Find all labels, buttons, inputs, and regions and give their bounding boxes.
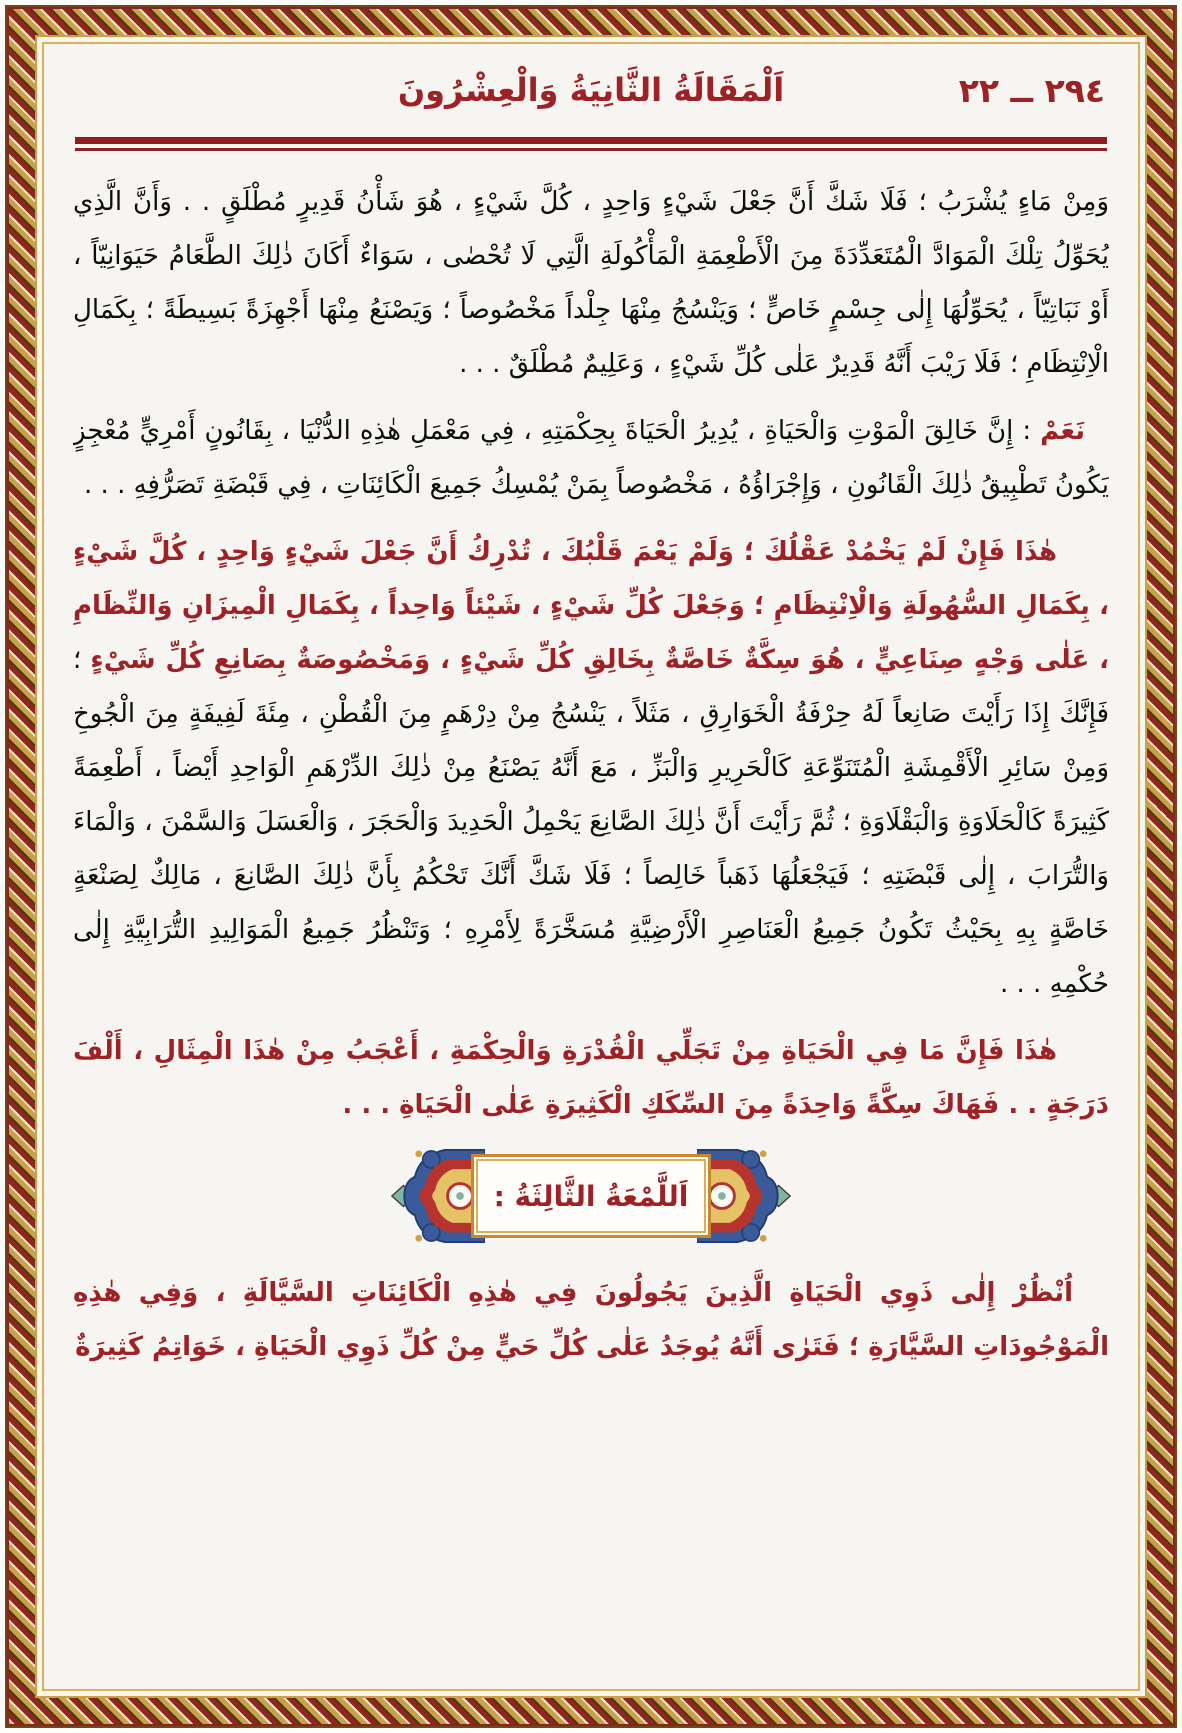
paragraph-3-black-text: ؛ فَإِنَّكَ إِذَا رَأَيْتَ صَانِعاً لَهُ حِرْفَةُ الْخَوَارِقِ ، مَثَلاً ، يَنْسُجُ مِنْ دِرْهَمٍ مِنَ الْقُطْنِ ، مِئَةَ لَفِيفَةٍ مِنَ الْجُوخِ وَمِنْ سَائِرِ الْأَقْمِشَةِ الْمُتَنَوِّعَةِ كَالْحَرِيرِ وَالْبَزِّ ، مَعَ أَنَّهُ يَصْنَعُ مِنْ ذٰلِكَ الدِّرْهَمِ الْوَاحِدِ أَيْضاً ، أَطْعِمَةً كَثِيرَةً كَالْحَلَاوَةِ وَالْبَقْلَاوَةِ ؛ ثُمَّ رَأَيْتَ أَنَّ ذٰلِكَ الصَّانِعَ يَحْمِلُ الْحَدِيدَ وَالْحَجَرَ ، وَالْعَسَلَ وَالسَّمْنَ ، وَالْمَاءَ وَالتُّرَابَ ، إِلٰى قَبْضَتِهِ ؛ فَيَجْعَلُهَا ذَهَباً خَالِصاً ؛ فَلَا شَكَّ أَنَّكَ تَحْكُمُ بِأَنَّ ذٰلِكَ الصَّانِعَ ، مَالِكٌ لِصَنْعَةٍ خَاصَّةٍ بِهِ بِحَيْثُ تَكُونُ جَمِيعُ الْعَنَاصِرِ الْأَرْضِيَّةِ مُسَخَّرَةً لِأَمْرِهِ ؛ وَتَنْظُرُ جَمِيعُ الْمَوَالِيدِ التُّرَابِيَّةِ إِلٰى حُكْمِهِ . . . (73, 645, 1109, 999)
paragraph-4 (73, 1024, 1109, 1132)
decorative-border-frame (5, 5, 1177, 1728)
paragraph-5-text: اُنْظُرْ إِلٰى ذَوِي الْحَيَاةِ الَّذِينَ يَجُولُونَ فِي هٰذِهِ الْكَائِنَاتِ السَّيَّالَةِ ، وَفِي هٰذِهِ الْمَوْجُودَاتِ السَّيَّارَةِ ؛ فَتَرٰى أَنَّهُ يُوجَدُ عَلٰى كُلِّ حَيٍّ مِنْ كُلِّ ذَوِي الْحَيَاةِ ، خَوَاتِمُ كَثِيرَةٌ (73, 1278, 1109, 1362)
paragraph-5 (73, 1266, 1109, 1374)
section-heading-label: اَللَّمْعَةُ الثَّالِثَةُ : (493, 1179, 689, 1213)
paragraph-1 (73, 175, 1109, 391)
page-surface (35, 35, 1147, 1698)
paragraph-2-text: : إِنَّ خَالِقَ الْمَوْتِ وَالْحَيَاةِ ، يُدِيرُ الْحَيَاةَ بِحِكْمَتِهِ ، فِي مَعْمَلِ هٰذِهِ الدُّنْيَا ، بِقَانُونٍ أَمْرِيٍّ مُعْجِزٍ يَكُونُ تَطْبِيقُ ذٰلِكَ الْقَانُونِ ، وَإِجْرَاؤُهُ ، مَخْصُوصاً بِمَنْ يُمْسِكُ جَمِيعَ الْكَائِنَاتِ ، فِي قَبْضَةِ تَصَرُّفِهِ . . . (73, 416, 1109, 500)
paragraph-1-text: وَمِنْ مَاءٍ يُشْرَبُ ؛ فَلَا شَكَّ أَنَّ جَعْلَ شَيْءٍ وَاحِدٍ ، كُلَّ شَيْءٍ ، هُوَ شَأْنُ قَدِيرٍ مُطْلَقٍ . . وَأَنَّ الَّذِي يُحَوِّلُ تِلْكَ الْمَوَادَّ الْمُتَعَدِّدَةَ مِنَ الْأَطْعِمَةِ الْمَأْكُولَةِ الَّتِي لَا تُحْصٰى ، سَوَاءٌ أَكَانَ ذٰلِكَ الطَّعَامُ حَيَوَانِيّاً ، أَوْ نَبَاتِيّاً ، يُحَوِّلُهَا إِلٰى جِسْمٍ خَاصٍّ ؛ وَيَنْسُجُ مِنْهَا جِلْداً مَخْصُوصاً ؛ وَيَصْنَعُ مِنْهَا أَجْهِزَةً بَسِيطَةً ؛ بِكَمَالِ الْاِنْتِظَامِ ؛ فَلَا رَيْبَ أَنَّهُ قَدِيرٌ عَلٰى كُلِّ شَيْءٍ ، وَعَلِيمٌ مُطْلَقٌ . . . (73, 187, 1109, 379)
paragraph-2 (73, 404, 1109, 512)
paragraph-3 (73, 525, 1109, 1011)
arabesque-palmette-icon (697, 1148, 793, 1244)
page-title: اَلْمَقَالَةُ الثَّانِيَةُ وَالْعِشْرُونَ (397, 71, 785, 109)
paragraph-3-red-text: هٰذَا فَإِنْ لَمْ يَخْمُدْ عَقْلُكَ ؛ وَلَمْ يَعْمَ قَلْبُكَ ، تُدْرِكُ أَنَّ جَعْلَ شَيْءٍ وَاحِدٍ ، كُلَّ شَيْءٍ ، بِكَمَالِ السُّهُولَةِ وَالْاِنْتِظَامِ ؛ وَجَعْلَ كُلِّ شَيْءٍ ، شَيْئاً وَاحِداً ، بِكَمَالِ الْمِيزَانِ وَالنِّظَامِ ، عَلٰى وَجْهٍ صِنَاعِيٍّ ، هُوَ سِكَّةٌ خَاصَّةٌ بِخَالِقِ كُلِّ شَيْءٍ ، وَمَخْصُوصَةٌ بِصَانِعِ كُلِّ شَيْءٍ (73, 537, 1109, 675)
paragraph-2-lead-word: نَعَمْ (1040, 416, 1085, 446)
section-heading-ornament (389, 1146, 793, 1246)
page-number: ٢٩٤ ــ ٢٢ (958, 71, 1105, 110)
section-heading-cartouche (471, 1154, 711, 1238)
header-divider (75, 137, 1107, 151)
page-content (73, 47, 1109, 1684)
paragraph-4-text: هٰذَا فَإِنَّ مَا فِي الْحَيَاةِ مِنْ تَجَلِّي الْقُدْرَةِ وَالْحِكْمَةِ ، أَعْجَبُ مِنْ هٰذَا الْمِثَالِ ، أَلْفَ دَرَجَةٍ . . فَهَاكَ سِكَّةً وَاحِدَةً مِنَ السِّكَكِ الْكَثِيرَةِ عَلٰى الْحَيَاةِ . . . (73, 1036, 1109, 1120)
page-header (73, 53, 1109, 131)
